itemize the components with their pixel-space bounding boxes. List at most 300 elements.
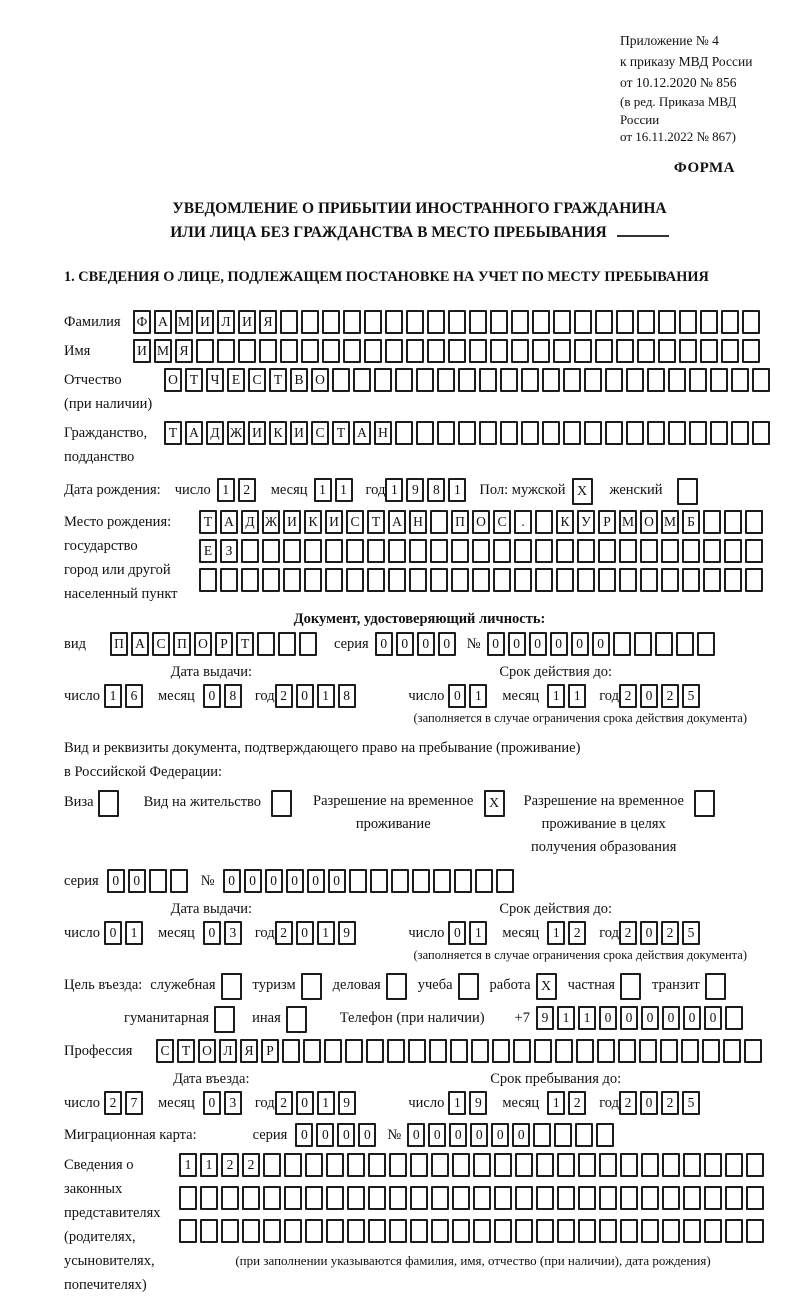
char-box[interactable]	[416, 368, 434, 392]
char-box[interactable]: 5	[682, 1091, 700, 1115]
char-box[interactable]	[557, 1219, 575, 1243]
char-box[interactable]	[303, 1039, 321, 1063]
char-box[interactable]	[689, 368, 707, 392]
char-box[interactable]	[626, 421, 644, 445]
char-box[interactable]	[386, 973, 407, 1000]
char-box[interactable]	[595, 339, 613, 363]
char-box[interactable]: 0	[407, 1123, 425, 1147]
char-box[interactable]	[238, 339, 256, 363]
char-box[interactable]	[689, 421, 707, 445]
char-box[interactable]	[301, 973, 322, 1000]
char-box[interactable]	[286, 1006, 307, 1033]
char-box[interactable]	[395, 368, 413, 392]
char-box[interactable]	[199, 568, 217, 592]
char-box[interactable]	[563, 421, 581, 445]
char-box[interactable]	[170, 869, 188, 893]
char-box[interactable]	[662, 1153, 680, 1177]
char-box[interactable]	[500, 421, 518, 445]
char-box[interactable]	[626, 368, 644, 392]
char-box[interactable]	[346, 568, 364, 592]
char-box[interactable]: 0	[550, 632, 568, 656]
char-box[interactable]	[282, 1039, 300, 1063]
char-box[interactable]: С	[152, 632, 170, 656]
char-box[interactable]: 0	[529, 632, 547, 656]
char-box[interactable]: 1	[179, 1153, 197, 1177]
char-box[interactable]: 9	[469, 1091, 487, 1115]
char-box[interactable]	[263, 1219, 281, 1243]
char-box[interactable]	[576, 1039, 594, 1063]
char-box[interactable]	[662, 1186, 680, 1210]
char-box[interactable]	[745, 510, 763, 534]
char-box[interactable]	[431, 1219, 449, 1243]
char-box[interactable]: 0	[470, 1123, 488, 1147]
char-box[interactable]: З	[220, 539, 238, 563]
char-box[interactable]: 1	[104, 684, 122, 708]
char-box[interactable]	[647, 368, 665, 392]
char-box[interactable]	[149, 869, 167, 893]
char-box[interactable]	[388, 568, 406, 592]
char-box[interactable]	[620, 1186, 638, 1210]
char-box[interactable]	[437, 421, 455, 445]
char-box[interactable]	[370, 869, 388, 893]
char-box[interactable]: 1	[200, 1153, 218, 1177]
char-box[interactable]	[262, 568, 280, 592]
char-box[interactable]: 0	[417, 632, 435, 656]
char-box[interactable]	[271, 790, 292, 817]
char-box[interactable]: 0	[487, 632, 505, 656]
char-box[interactable]	[343, 339, 361, 363]
char-box[interactable]	[515, 1186, 533, 1210]
char-box[interactable]: Т	[199, 510, 217, 534]
char-box[interactable]	[694, 790, 715, 817]
char-box[interactable]: В	[290, 368, 308, 392]
char-box[interactable]	[536, 1186, 554, 1210]
char-box[interactable]: 0	[203, 921, 221, 945]
char-box[interactable]: А	[131, 632, 149, 656]
char-box[interactable]	[702, 1039, 720, 1063]
char-box[interactable]	[683, 1153, 701, 1177]
char-box[interactable]: 2	[661, 1091, 679, 1115]
char-box[interactable]	[416, 421, 434, 445]
char-box[interactable]	[725, 1153, 743, 1177]
char-box[interactable]: Ч	[206, 368, 224, 392]
char-box[interactable]: 0	[337, 1123, 355, 1147]
char-box[interactable]: 0	[662, 1006, 680, 1030]
char-box[interactable]: С	[493, 510, 511, 534]
char-box[interactable]	[326, 1219, 344, 1243]
char-box[interactable]: 2	[661, 684, 679, 708]
char-box[interactable]	[385, 310, 403, 334]
char-box[interactable]: И	[325, 510, 343, 534]
char-box[interactable]	[263, 1186, 281, 1210]
char-box[interactable]: 0	[640, 921, 658, 945]
char-box[interactable]	[658, 339, 676, 363]
char-box[interactable]	[639, 1039, 657, 1063]
char-box[interactable]: 9	[338, 921, 356, 945]
char-box[interactable]	[241, 568, 259, 592]
char-box[interactable]	[724, 510, 742, 534]
char-box[interactable]: Я	[175, 339, 193, 363]
char-box[interactable]: 0	[328, 869, 346, 893]
char-box[interactable]	[534, 1039, 552, 1063]
char-box[interactable]: 1	[317, 1091, 335, 1115]
char-box[interactable]: 0	[307, 869, 325, 893]
char-box[interactable]	[220, 568, 238, 592]
char-box[interactable]	[704, 1153, 722, 1177]
char-box[interactable]	[366, 1039, 384, 1063]
char-box[interactable]	[704, 1219, 722, 1243]
char-box[interactable]	[395, 421, 413, 445]
char-box[interactable]	[742, 339, 760, 363]
char-box[interactable]: 6	[125, 684, 143, 708]
char-box[interactable]	[368, 1153, 386, 1177]
char-box[interactable]: 1	[469, 684, 487, 708]
char-box[interactable]	[683, 1219, 701, 1243]
char-box[interactable]	[655, 632, 673, 656]
char-box[interactable]: 0	[203, 684, 221, 708]
char-box[interactable]	[221, 1219, 239, 1243]
char-box[interactable]	[458, 421, 476, 445]
char-box[interactable]	[450, 1039, 468, 1063]
char-box[interactable]	[346, 539, 364, 563]
char-box[interactable]: Л	[219, 1039, 237, 1063]
char-box[interactable]	[452, 1186, 470, 1210]
char-box[interactable]: А	[154, 310, 172, 334]
char-box[interactable]: 0	[704, 1006, 722, 1030]
char-box[interactable]	[431, 1186, 449, 1210]
char-box[interactable]: 0	[640, 1091, 658, 1115]
char-box[interactable]	[242, 1186, 260, 1210]
char-box[interactable]	[710, 421, 728, 445]
char-box[interactable]	[660, 1039, 678, 1063]
char-box[interactable]: Е	[227, 368, 245, 392]
char-box[interactable]	[514, 568, 532, 592]
char-box[interactable]	[433, 869, 451, 893]
char-box[interactable]	[301, 339, 319, 363]
char-box[interactable]	[452, 1153, 470, 1177]
char-box[interactable]	[364, 310, 382, 334]
char-box[interactable]	[437, 368, 455, 392]
char-box[interactable]: 0	[641, 1006, 659, 1030]
char-box[interactable]	[677, 478, 698, 505]
char-box[interactable]	[353, 368, 371, 392]
char-box[interactable]	[578, 1186, 596, 1210]
char-box[interactable]	[299, 632, 317, 656]
char-box[interactable]	[217, 339, 235, 363]
char-box[interactable]	[368, 1219, 386, 1243]
char-box[interactable]	[304, 539, 322, 563]
char-box[interactable]	[221, 1186, 239, 1210]
char-box[interactable]	[703, 568, 721, 592]
char-box[interactable]: 0	[508, 632, 526, 656]
char-box[interactable]: 5	[682, 921, 700, 945]
char-box[interactable]	[322, 339, 340, 363]
char-box[interactable]: 1	[578, 1006, 596, 1030]
char-box[interactable]: 9	[338, 1091, 356, 1115]
char-box[interactable]: П	[110, 632, 128, 656]
char-box[interactable]	[385, 339, 403, 363]
char-box[interactable]	[349, 869, 367, 893]
char-box[interactable]	[214, 1006, 235, 1033]
char-box[interactable]	[430, 510, 448, 534]
char-box[interactable]	[605, 421, 623, 445]
char-box[interactable]	[305, 1186, 323, 1210]
char-box[interactable]: К	[269, 421, 287, 445]
char-box[interactable]: 2	[275, 921, 293, 945]
char-box[interactable]	[263, 1153, 281, 1177]
char-box[interactable]	[406, 310, 424, 334]
char-box[interactable]: 0	[375, 632, 393, 656]
char-box[interactable]	[452, 1219, 470, 1243]
char-box[interactable]	[430, 568, 448, 592]
char-box[interactable]	[554, 1123, 572, 1147]
char-box[interactable]	[724, 568, 742, 592]
char-box[interactable]	[284, 1186, 302, 1210]
char-box[interactable]: О	[640, 510, 658, 534]
char-box[interactable]	[431, 1153, 449, 1177]
char-box[interactable]	[278, 632, 296, 656]
char-box[interactable]: С	[248, 368, 266, 392]
char-box[interactable]	[388, 539, 406, 563]
char-box[interactable]: 0	[128, 869, 146, 893]
char-box[interactable]	[389, 1153, 407, 1177]
char-box[interactable]	[697, 632, 715, 656]
char-box[interactable]: 2	[242, 1153, 260, 1177]
char-box[interactable]	[620, 973, 641, 1000]
char-box[interactable]: П	[173, 632, 191, 656]
char-box[interactable]	[410, 1219, 428, 1243]
char-box[interactable]	[200, 1219, 218, 1243]
char-box[interactable]	[535, 539, 553, 563]
char-box[interactable]: Л	[217, 310, 235, 334]
char-box[interactable]	[705, 973, 726, 1000]
char-box[interactable]: 2	[221, 1153, 239, 1177]
char-box[interactable]: 1	[385, 478, 403, 502]
char-box[interactable]: 2	[275, 1091, 293, 1115]
char-box[interactable]	[641, 1219, 659, 1243]
char-box[interactable]	[347, 1186, 365, 1210]
char-box[interactable]	[575, 1123, 593, 1147]
char-box[interactable]: 1	[317, 921, 335, 945]
char-box[interactable]	[427, 310, 445, 334]
char-box[interactable]	[596, 1123, 614, 1147]
char-box[interactable]	[259, 339, 277, 363]
char-box[interactable]: Ж	[227, 421, 245, 445]
char-box[interactable]: 0	[448, 684, 466, 708]
char-box[interactable]	[647, 421, 665, 445]
char-box[interactable]: 0	[491, 1123, 509, 1147]
char-box[interactable]: .	[514, 510, 532, 534]
char-box[interactable]: 9	[406, 478, 424, 502]
char-box[interactable]	[347, 1219, 365, 1243]
char-box[interactable]	[616, 310, 634, 334]
char-box[interactable]	[704, 1186, 722, 1210]
char-box[interactable]	[494, 1186, 512, 1210]
char-box[interactable]	[427, 339, 445, 363]
char-box[interactable]: 2	[619, 921, 637, 945]
char-box[interactable]: 0	[592, 632, 610, 656]
char-box[interactable]	[347, 1153, 365, 1177]
char-box[interactable]: 0	[620, 1006, 638, 1030]
char-box[interactable]: 8	[224, 684, 242, 708]
char-box[interactable]	[494, 1153, 512, 1177]
char-box[interactable]	[619, 568, 637, 592]
char-box[interactable]	[408, 1039, 426, 1063]
char-box[interactable]	[752, 368, 770, 392]
char-box[interactable]	[283, 568, 301, 592]
char-box[interactable]: 1	[547, 1091, 565, 1115]
char-box[interactable]	[490, 310, 508, 334]
char-box[interactable]	[179, 1186, 197, 1210]
char-box[interactable]	[536, 1153, 554, 1177]
char-box[interactable]	[557, 1186, 575, 1210]
char-box[interactable]	[668, 368, 686, 392]
char-box[interactable]	[595, 310, 613, 334]
char-box[interactable]: Р	[261, 1039, 279, 1063]
char-box[interactable]	[618, 1039, 636, 1063]
char-box[interactable]: А	[388, 510, 406, 534]
char-box[interactable]: X	[572, 478, 593, 505]
char-box[interactable]: О	[311, 368, 329, 392]
char-box[interactable]: Д	[206, 421, 224, 445]
char-box[interactable]	[511, 339, 529, 363]
char-box[interactable]: И	[238, 310, 256, 334]
char-box[interactable]	[703, 539, 721, 563]
char-box[interactable]	[280, 310, 298, 334]
char-box[interactable]	[475, 869, 493, 893]
char-box[interactable]: Н	[409, 510, 427, 534]
char-box[interactable]	[574, 339, 592, 363]
char-box[interactable]: Е	[199, 539, 217, 563]
char-box[interactable]: 2	[568, 1091, 586, 1115]
char-box[interactable]	[326, 1153, 344, 1177]
char-box[interactable]	[662, 1219, 680, 1243]
char-box[interactable]	[555, 1039, 573, 1063]
char-box[interactable]	[472, 568, 490, 592]
char-box[interactable]: Н	[374, 421, 392, 445]
char-box[interactable]	[343, 310, 361, 334]
char-box[interactable]	[490, 339, 508, 363]
char-box[interactable]: 1	[448, 1091, 466, 1115]
char-box[interactable]	[257, 632, 275, 656]
char-box[interactable]	[532, 339, 550, 363]
char-box[interactable]	[682, 568, 700, 592]
char-box[interactable]: О	[194, 632, 212, 656]
char-box[interactable]: М	[619, 510, 637, 534]
char-box[interactable]	[535, 510, 553, 534]
char-box[interactable]	[745, 539, 763, 563]
char-box[interactable]	[511, 310, 529, 334]
char-box[interactable]	[599, 1153, 617, 1177]
char-box[interactable]	[387, 1039, 405, 1063]
char-box[interactable]	[752, 421, 770, 445]
char-box[interactable]	[584, 421, 602, 445]
char-box[interactable]	[454, 869, 472, 893]
char-box[interactable]	[616, 339, 634, 363]
char-box[interactable]	[578, 1153, 596, 1177]
char-box[interactable]	[325, 568, 343, 592]
char-box[interactable]	[458, 973, 479, 1000]
char-box[interactable]	[325, 539, 343, 563]
char-box[interactable]: 0	[104, 921, 122, 945]
char-box[interactable]	[746, 1186, 764, 1210]
char-box[interactable]	[458, 368, 476, 392]
char-box[interactable]	[724, 539, 742, 563]
char-box[interactable]: X	[484, 790, 505, 817]
char-box[interactable]	[305, 1219, 323, 1243]
char-box[interactable]: И	[196, 310, 214, 334]
char-box[interactable]: О	[198, 1039, 216, 1063]
char-box[interactable]	[521, 368, 539, 392]
char-box[interactable]: Т	[185, 368, 203, 392]
char-box[interactable]	[620, 1153, 638, 1177]
char-box[interactable]	[448, 310, 466, 334]
char-box[interactable]	[598, 539, 616, 563]
char-box[interactable]: 3	[224, 921, 242, 945]
char-box[interactable]	[322, 310, 340, 334]
char-box[interactable]	[179, 1219, 197, 1243]
char-box[interactable]	[613, 632, 631, 656]
char-box[interactable]	[634, 632, 652, 656]
char-box[interactable]: 1	[469, 921, 487, 945]
char-box[interactable]	[578, 1219, 596, 1243]
char-box[interactable]	[661, 568, 679, 592]
char-box[interactable]: 0	[438, 632, 456, 656]
char-box[interactable]	[721, 339, 739, 363]
char-box[interactable]	[556, 539, 574, 563]
char-box[interactable]: Т	[177, 1039, 195, 1063]
char-box[interactable]	[493, 568, 511, 592]
char-box[interactable]: 1	[217, 478, 235, 502]
char-box[interactable]	[389, 1219, 407, 1243]
char-box[interactable]: 1	[568, 684, 586, 708]
char-box[interactable]: Ф	[133, 310, 151, 334]
char-box[interactable]: 0	[244, 869, 262, 893]
char-box[interactable]	[196, 339, 214, 363]
char-box[interactable]	[553, 310, 571, 334]
char-box[interactable]	[409, 568, 427, 592]
char-box[interactable]	[723, 1039, 741, 1063]
char-box[interactable]	[410, 1186, 428, 1210]
char-box[interactable]	[533, 1123, 551, 1147]
char-box[interactable]	[242, 1219, 260, 1243]
char-box[interactable]: И	[290, 421, 308, 445]
char-box[interactable]	[479, 368, 497, 392]
char-box[interactable]: 0	[296, 1091, 314, 1115]
char-box[interactable]	[451, 568, 469, 592]
char-box[interactable]	[536, 1219, 554, 1243]
char-box[interactable]	[324, 1039, 342, 1063]
char-box[interactable]	[563, 368, 581, 392]
char-box[interactable]: А	[353, 421, 371, 445]
char-box[interactable]: 0	[223, 869, 241, 893]
char-box[interactable]	[744, 1039, 762, 1063]
char-box[interactable]	[345, 1039, 363, 1063]
char-box[interactable]	[367, 568, 385, 592]
char-box[interactable]	[521, 421, 539, 445]
char-box[interactable]: 8	[427, 478, 445, 502]
char-box[interactable]	[241, 539, 259, 563]
char-box[interactable]	[412, 869, 430, 893]
char-box[interactable]	[472, 539, 490, 563]
char-box[interactable]	[200, 1186, 218, 1210]
char-box[interactable]	[599, 1186, 617, 1210]
char-box[interactable]: 7	[125, 1091, 143, 1115]
char-box[interactable]: 0	[396, 632, 414, 656]
char-box[interactable]	[721, 310, 739, 334]
char-box[interactable]	[514, 539, 532, 563]
char-box[interactable]	[448, 339, 466, 363]
